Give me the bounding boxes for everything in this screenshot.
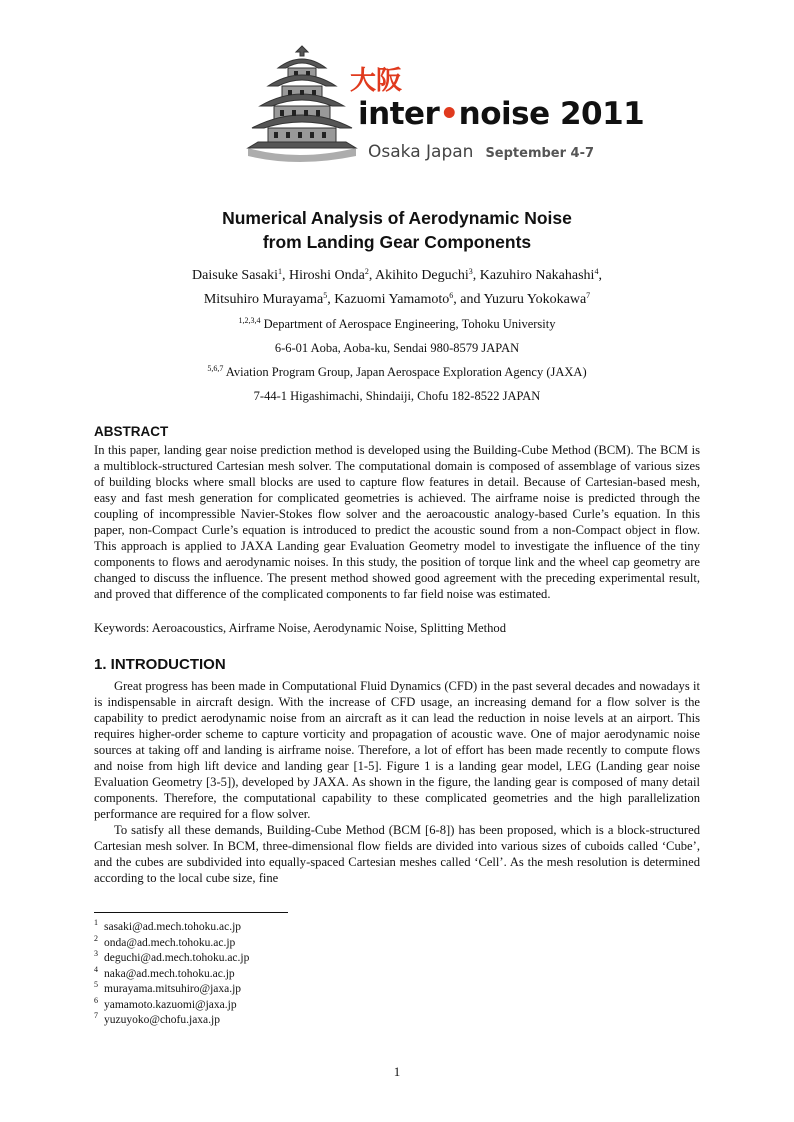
keywords: Keywords: Aeroacoustics, Airframe Noise, Aerodynamic Noise, Splitting Method	[94, 621, 507, 635]
author-affiliation-sup: 1	[277, 267, 282, 276]
author-separator: ,	[472, 268, 480, 283]
affiliation-1-name: Department of Aerospace Engineering, Tohoku University	[260, 317, 556, 331]
authors-line-2	[100, 288, 694, 312]
footnote-item	[94, 920, 249, 936]
footnote-number: 6	[94, 995, 98, 1005]
introduction-paragraph-1: Great progress has been made in Computational Fluid Dynamics (CFD) in the past several decades and nowadays it is indispensable in aircraft design. With the increase of CFD usage, an increasing demand for a flow solver is the capability to predict aerodynamic noise from an aircraft as it can lead the reduction in noise levels at an airport. This requires higher-order scheme to capture vorticity and propagation of acoustic wave. One of major aerodynamic noise sources at taking off and landing is airframe noise. Therefore, a lot of effort has been made recently to compute flows and noise from high lift device and landing gear [1-5]. Figure 1 is a landing gear model, LEG (Landing gear noise Evaluation Geometry [3-5]), developed by JAXA. As shown in the figure, the landing gear is composed of many detail components. Therefore, the computational capability to these complicated geometries and the high parallelization performance are required for a flow solver.	[94, 679, 700, 821]
abstract-body	[94, 442, 700, 602]
authors-line-1	[100, 264, 694, 288]
author-affiliation-sup: 4	[594, 267, 599, 276]
footnote-item	[94, 982, 249, 998]
affiliation-1-sup: 1,2,3,4	[238, 316, 261, 325]
introduction-body	[94, 678, 700, 886]
osaka-castle-icon	[238, 44, 368, 174]
footnote-number: 5	[94, 980, 98, 989]
logo-word-inter: inter	[358, 96, 440, 132]
footnote-email: yuzuyoko@chofu.jaxa.jp	[104, 1014, 220, 1026]
conference-logo	[238, 44, 645, 174]
footnotes	[94, 920, 249, 1029]
footnote-item	[94, 1013, 249, 1029]
footnote-email: murayama.mitsuhiro@jaxa.jp	[104, 983, 242, 995]
author-affiliation-sup: 3	[468, 267, 473, 276]
footnote-item	[94, 951, 249, 967]
introduction-heading: 1. INTRODUCTION	[94, 656, 226, 673]
author-separator: ,	[327, 292, 335, 307]
logo-year: 2011	[559, 96, 645, 132]
affiliation-2-name: Aviation Program Group, Japan Aerospace Exploration Agency (JAXA)	[223, 365, 587, 379]
author-affiliation-sup: 7	[586, 291, 591, 300]
footnote-email: onda@ad.mech.tohoku.ac.jp	[104, 936, 236, 949]
footnote-item	[94, 933, 249, 952]
author-separator: ,	[368, 268, 376, 283]
abstract-text: In this paper, landing gear noise prediction method is developed using the Building-Cube Method (BCM). The BCM is a multiblock-structured Cartesian mesh solver. The computational domain is composed of assemblage of various sizes of building blocks where small blocks are used to capture flow features in detail. Because of Cartesian-based mesh, easy and fast mesh generation for complicated geometries is achieved. The airframe noise is predicted through the coupling of incompressible Navier-Stokes flow solver and the aeroacoustic analogy-based Curle’s equation. In this paper, non-Compact Curle’s equation is introduced to predict the acoustic sound from a non-Compact object in flow. This approach is applied to JAXA Landing gear Evaluation Geometry model to investigate the influence of the tiny components to flows and aerodynamic noises. In this study, the position of torque link and the wheel cap geometry are changed to discuss the influence. The present method showed good agreement with the preceding experimental result, and proved that difference of the complicated components to far field noise was estimated.	[94, 443, 700, 601]
logo-kanji: 大阪	[350, 66, 403, 96]
author-affiliation-sup: 6	[449, 291, 454, 300]
affiliation-2	[100, 360, 694, 384]
footnote-email: sasaki@ad.mech.tohoku.ac.jp	[104, 921, 242, 933]
logo-subtitle	[368, 142, 594, 162]
footnote-item	[94, 995, 249, 1014]
logo-dot: •	[439, 96, 459, 132]
affiliation-1	[100, 312, 694, 336]
footnote-number: 4	[94, 964, 98, 974]
logo-dates: September 4-7	[485, 146, 595, 161]
author-name: Yuzuru Yokokawa	[483, 292, 587, 307]
page-number: 1	[393, 1064, 401, 1079]
author-separator: , and	[453, 292, 484, 307]
abstract-heading: ABSTRACT	[94, 424, 169, 439]
footnote-number: 7	[94, 1011, 98, 1020]
author-affiliation-sup: 5	[323, 291, 328, 300]
footnote-number: 2	[94, 933, 98, 943]
paper-title	[150, 206, 644, 254]
author-affiliation-sup: 2	[364, 267, 369, 276]
affiliation-2-address: 7-44-1 Higashimachi, Shindaiji, Chofu 182-8522 JAPAN	[253, 389, 541, 403]
affiliation-1-address: 6-6-01 Aoba, Aoba-ku, Sendai 980-8579 JAPAN	[274, 341, 520, 355]
footnote-email: deguchi@ad.mech.tohoku.ac.jp	[104, 952, 250, 964]
footnote-item	[94, 964, 249, 983]
author-separator: ,	[281, 268, 289, 283]
author-name: Akihito Deguchi	[375, 268, 469, 283]
logo-word-noise: noise	[458, 96, 550, 132]
footnote-number: 3	[94, 949, 98, 958]
logo-wordmark	[358, 96, 644, 132]
author-separator: ,	[598, 268, 602, 283]
footnote-email: yamamoto.kazuomi@jaxa.jp	[104, 998, 237, 1011]
footnote-number: 1	[94, 918, 98, 927]
logo-location: Osaka Japan	[368, 142, 474, 162]
footnote-divider	[94, 912, 288, 913]
author-name: Mitsuhiro Murayama	[203, 292, 324, 307]
affiliation-2-sup: 5,6,7	[207, 364, 224, 373]
footnote-email: naka@ad.mech.tohoku.ac.jp	[104, 967, 235, 980]
author-name: Kazuomi Yamamoto	[334, 292, 450, 307]
introduction-paragraph-2: To satisfy all these demands, Building-Cube Method (BCM [6-8]) has been proposed, which is a block-structured Cartesian mesh solver. In BCM, three-dimensional flow fields are divided into various sizes of cuboids called ‘Cube’, and the cubes are subdivided into equally-spaced Cartesian meshes called ‘Cell’. As the mesh resolution is determined according to the local cube size, fine	[94, 823, 700, 885]
title-line-2: from Landing Gear Components	[262, 232, 532, 252]
title-line-1: Numerical Analysis of Aerodynamic Noise	[222, 208, 572, 228]
author-name: Daisuke Sasaki	[192, 268, 278, 283]
author-name: Kazuhiro Nakahashi	[479, 268, 595, 283]
author-name: Hiroshi Onda	[288, 268, 365, 283]
